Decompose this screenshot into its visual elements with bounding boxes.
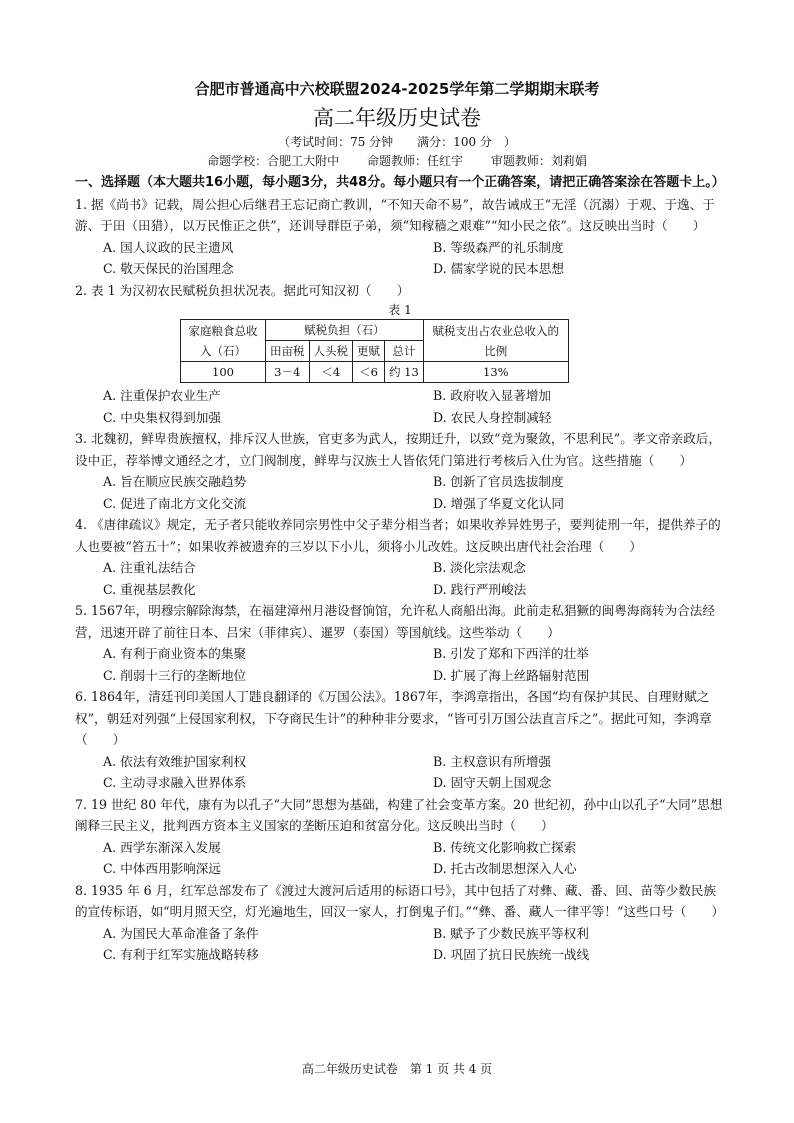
option-b: B. 主权意识有所增强 [433,753,552,769]
question-options [75,557,725,600]
question-stem: 4. 《唐律疏议》规定，无子者只能收养同宗男性中父子辈分相当者；如果收养异姓男子，要判徒刑一年，提供养子的人也要被“笞五十”；如果收养被遗弃的三岁以下小儿，须将小儿改姓。这反映出唐代社会治理（ ） [75,517,721,554]
table-cell: ＜4 [309,362,353,383]
option-c: C. 削弱十三行的垄断地位 [103,667,247,683]
question-stem: 2. 表 1 为汉初农民赋税负担状况表。据此可知汉初（ ） [75,282,410,298]
option-d: D. 践行严刑峻法 [433,581,527,597]
question-6 [75,686,725,794]
question-options [75,751,725,794]
exam-credits [0,152,794,169]
option-b: B. 创新了官员选拔制度 [433,474,564,489]
option-c: C. 重视基层教化 [103,581,196,597]
question-options [75,471,725,514]
table-cell: 100 [181,362,266,383]
option-d: D. 巩固了抗日民族统一战线 [433,947,590,962]
option-c: C. 中央集权得到加强 [103,409,221,425]
option-a: A. 国人议政的民主遗风 [103,239,234,255]
option-d: D. 固守天朝上国观念 [433,775,552,790]
school-label: 命题学校：合肥工大附中 [207,154,340,168]
question-1 [75,194,725,280]
page-footer: 高二年级历史试卷 第 1 页 共 4 页 [301,1062,493,1076]
table-header-cell: 人头税 [309,341,353,362]
option-d: D. 农民人身控制减轻 [433,409,552,425]
table-cell: 约 13 [385,362,424,383]
table-caption: 表 1 [388,303,412,317]
option-c: C. 敬天保民的治国理念 [103,261,234,276]
question-7 [75,794,725,880]
option-a: A. 旨在顺应民族交融趋势 [103,474,247,489]
question-options [75,385,725,428]
exam-title: 合肥市普通高中六校联盟2024-2025学年第二学期期末联考 [194,80,600,98]
option-c: C. 有利于红军实施战略转移 [103,947,259,962]
table-cell: 3－4 [266,362,310,383]
question-options [75,643,725,686]
exam-subtitle: 高二年级历史试卷 [313,106,481,130]
section-title: 一、选择题（本大题共16小题，每小题3分，共48分。每小题只有一个正确答案，请把正确答案涂在答题卡上。） [75,175,725,190]
table-header-cell: 田亩税 [266,341,310,362]
question-3 [75,428,725,514]
option-d: D. 增强了华夏文化认同 [433,495,564,511]
option-b: B. 淡化宗法观念 [433,560,526,575]
reviewer-label: 审题教师：刘莉娟 [490,154,587,168]
question-8 [75,880,725,966]
question-stem: 8. 1935 年 6 月，红军总部发布了《渡过大渡河后适用的标语口号》，其中包括了对彝、藏、番、回、苗等少数民族的宣传标语，如“明月照天空，灯光遍地生，回汉一家人，打倒鬼子们。”“彝、番、藏人一律平等！”这些口号（ ） [75,882,725,919]
option-c: C. 促进了南北方文化交流 [103,495,247,511]
option-b: B. 赋予了少数民族平等权利 [433,925,589,941]
option-a: A. 有利于商业资本的集聚 [103,646,247,661]
option-a: A. 注重保护农业生产 [103,388,221,403]
question-stem: 3. 北魏初，鲜卑贵族擅权，排斥汉人世族，官吏多为武人，按期迁升，以致“竞为聚敛，不思利民”。孝文帝亲政后，设中正，荐举博文通经之才，立门阀制度，鲜卑与汉族士人皆依凭门第进行考核后入仕为官。这些措施（ ） [75,431,721,468]
exam-info: （考试时间：75 分钟 满分：100 分 ） [278,135,516,149]
table-header-income: 家庭粮食总收入（石） [181,320,266,362]
question-stem: 1. 据《尚书》记载，周公担心后继君王忘记商亡教训，“不知天命不易”，故告诫成王“无淫（沉溺）于观、于逸、于游、于田（田猎），以万民惟正之供”，还训导群臣子弟，须“知稼穑之艰难”“知小民之依”。这反映出当时（ ） [75,196,715,233]
question-stem: 5. 1567年，明穆宗解除海禁，在福建漳州月港设督饷馆，允许私人商船出海。此前走私猖獗的闽粤海商转为合法经营，迅速开辟了前往日本、吕宋（菲律宾）、暹罗（泰国）等国航线。这些举动（ ） [75,603,715,640]
option-d: D. 托古改制思想深入人心 [433,861,577,876]
question-4 [75,514,725,600]
question-2 [75,280,725,429]
option-d: D. 儒家学说的民本思想 [433,261,564,276]
table-header-tax: 赋税负担（石） [266,320,424,341]
table-header-ratio: 赋税支出占农业总收入的比例 [423,320,568,362]
option-b: B. 引发了郑和下西洋的壮举 [433,646,589,661]
question-options [75,237,725,280]
question-options [75,923,725,966]
exam-content [75,172,725,966]
option-a: A. 依法有效维护国家利权 [103,753,247,769]
teacher-label: 命题教师：任红宇 [366,154,463,168]
table-header-cell: 更赋 [353,341,385,362]
question-stem: 6. 1864年，清廷刊印美国人丁韪良翻译的《万国公法》。1867年，李鸿章指出，各国“均有保护其民、自理财赋之权”，朝廷对列强“上侵国家利权，下夺商民生计”的种种非分要求，“皆可引万国公法直言斥之”。据此可知，李鸿章（ ） [75,689,712,747]
option-a: A. 西学东渐深入发展 [103,839,221,855]
option-a: A. 注重礼法结合 [103,560,196,575]
question-5 [75,600,725,686]
option-c: C. 主动寻求融入世界体系 [103,775,247,790]
option-a: A. 为国民大革命准备了条件 [103,925,259,941]
table-header-cell: 总计 [385,341,424,362]
option-b: B. 政府收入显著增加 [433,388,552,403]
question-stem: 7. 19 世纪 80 年代，康有为以孔子“大同”思想为基础，构建了社会变革方案。20 世纪初，孙中山以孔子“大同”思想阐释三民主义，批判西方资本主义国家的垄断压迫和贫富分化。这反映出当时（ ） [75,796,723,833]
option-b: B. 等级森严的礼乐制度 [433,239,564,255]
option-d: D. 扩展了海上丝路辐射范围 [433,667,590,683]
tax-table [180,319,569,383]
option-b: B. 传统文化影响救亡探索 [433,839,577,855]
question-options [75,837,725,880]
table-cell: 13% [423,362,568,383]
option-c: C. 中体西用影响深远 [103,861,221,876]
table-cell: ＜6 [353,362,385,383]
